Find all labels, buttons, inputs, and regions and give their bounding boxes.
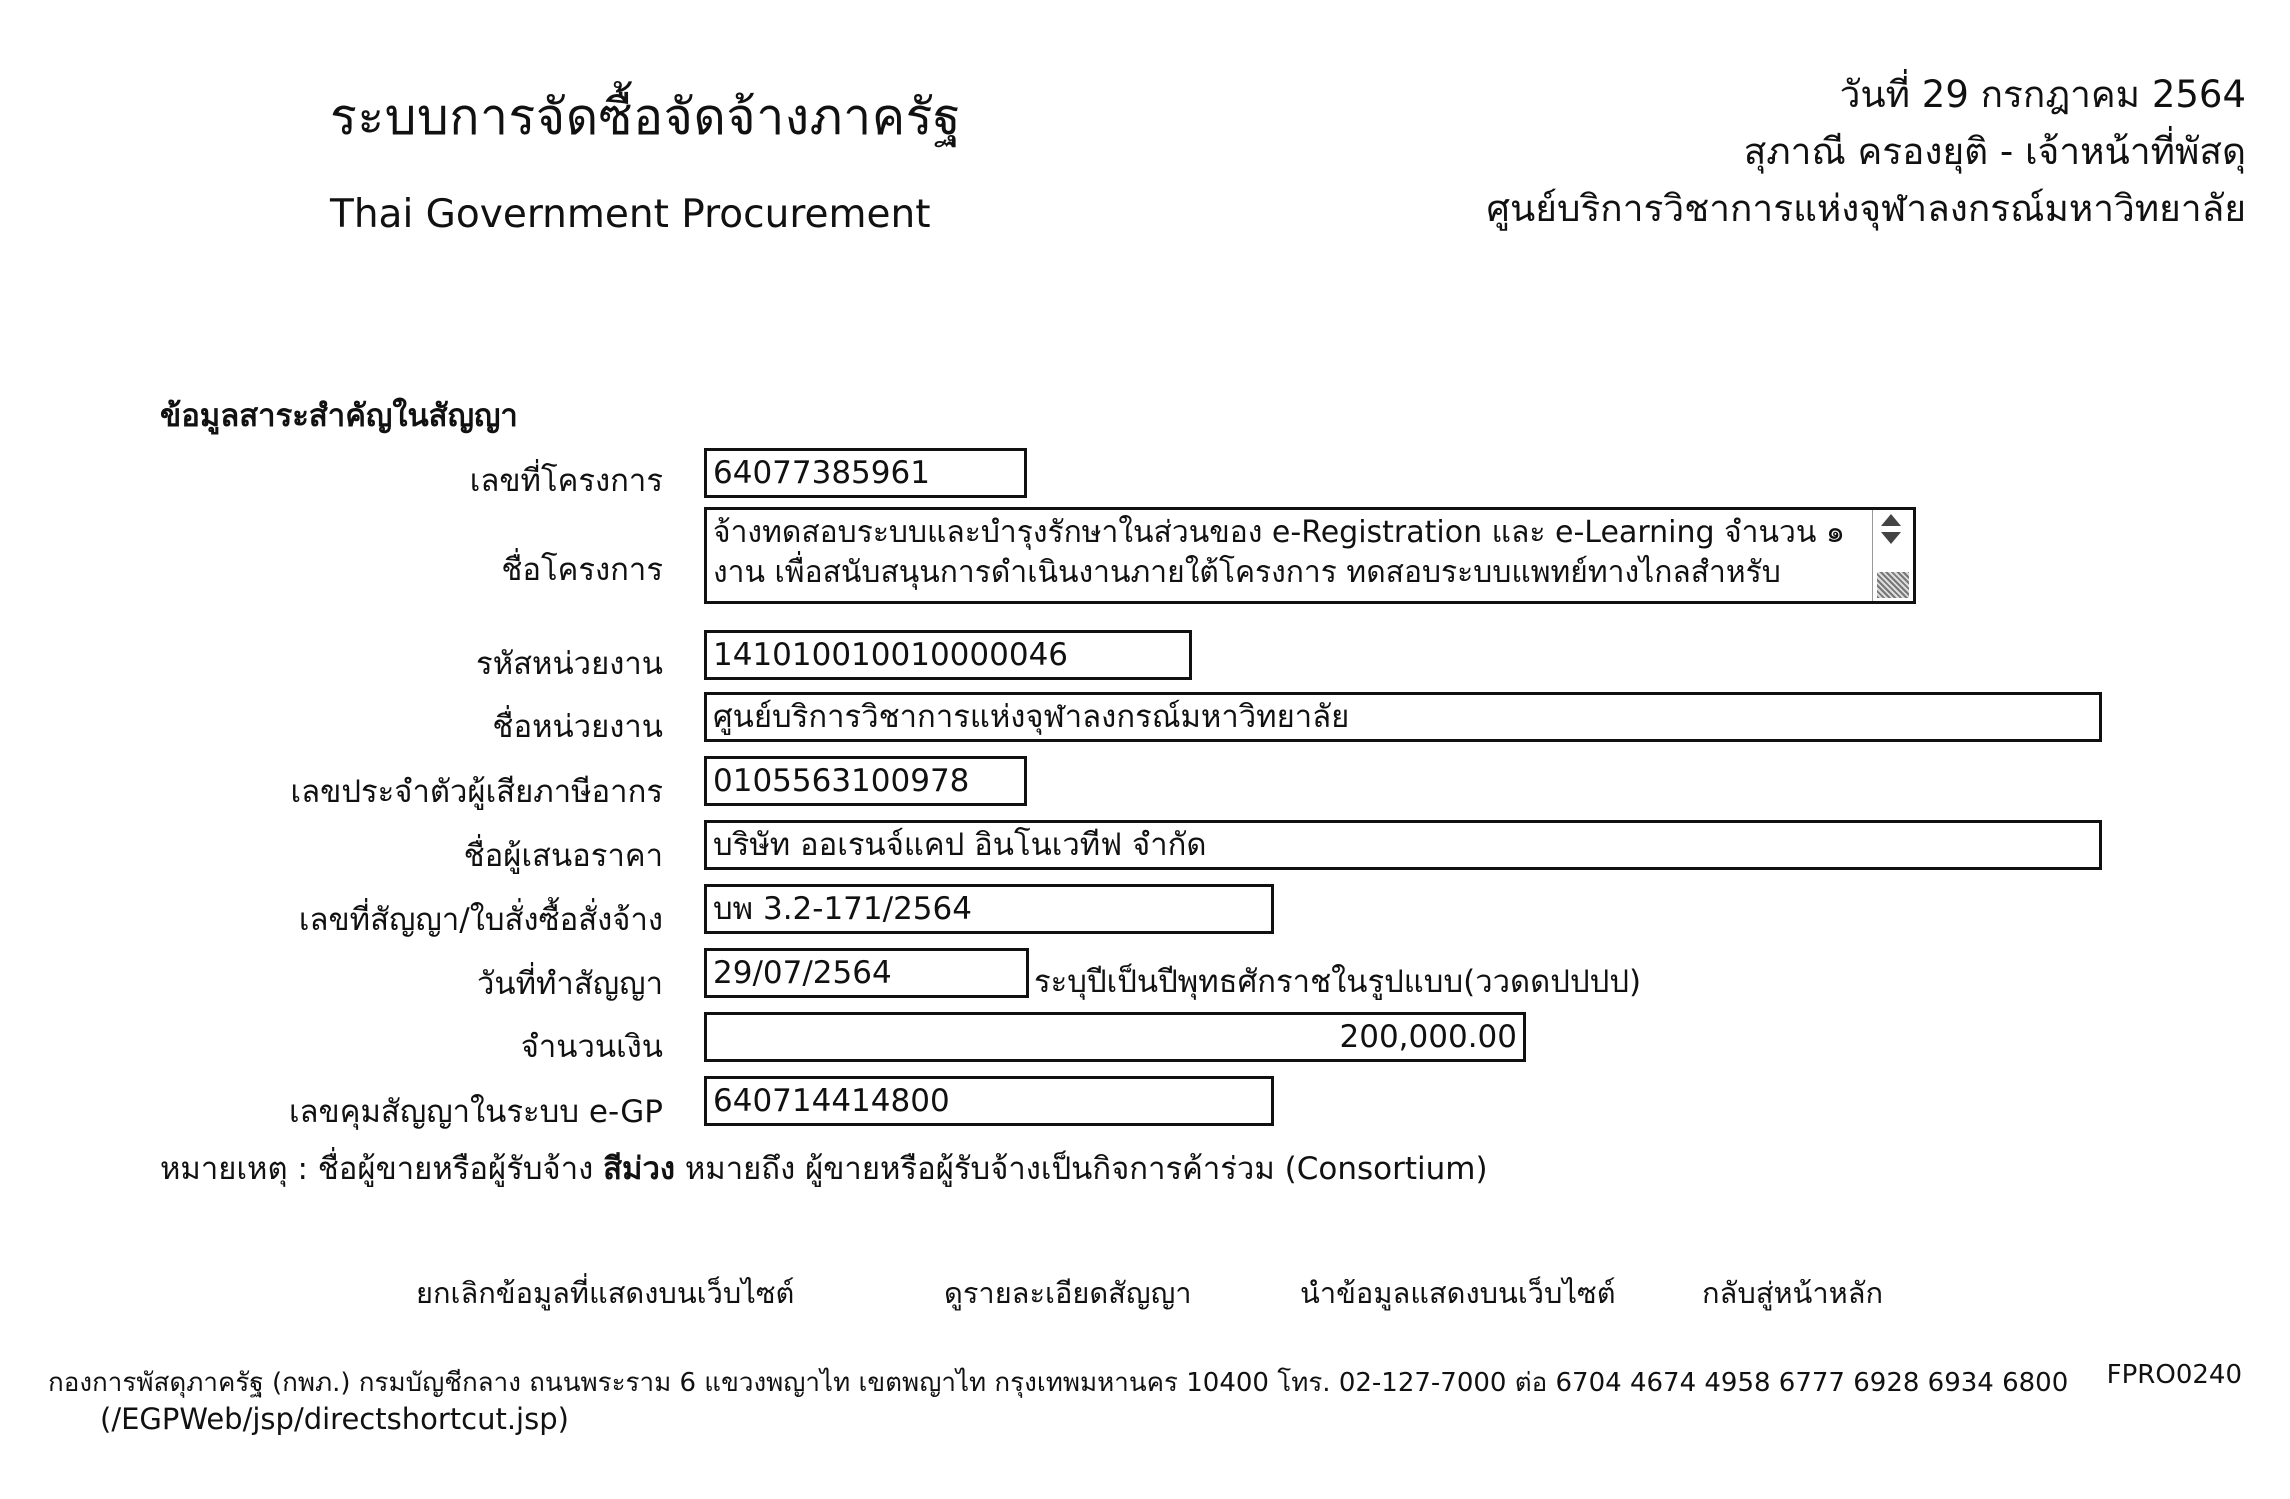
textarea-scrollbar[interactable] <box>1872 510 1913 601</box>
contract-date-field[interactable]: 29/07/2564 <box>704 948 1029 998</box>
consortium-note <box>160 1143 1488 1193</box>
agency-name-field[interactable]: ศูนย์บริการวิชาการแห่งจุฬาลงกรณ์มหาวิทยาลัย <box>704 692 2102 742</box>
footer-page-path: (/EGPWeb/jsp/directshortcut.jsp) <box>100 1402 569 1436</box>
footer-address: กองการพัสดุภาครัฐ (กพภ.) กรมบัญชีกลาง ถนนพระราม 6 แขวงพญาไท เขตพญาไท กรุงเทพมหานคร 10400 โทร. 02-127-7000 ต่อ 6704 4674 4958 6777 6928 6934 6800 <box>48 1368 2069 1398</box>
project-name-line-1: จ้างทดสอบระบบและบำรุงรักษาในส่วนของ e-Registration และ e-Learning จำนวน ๑ <box>713 515 1845 550</box>
contract-date-hint: ระบุปีเป็นปีพุทธศักราชในรูปแบบ(ววดดปปปป) <box>1034 964 1642 1000</box>
note-prefix: หมายเหตุ : ชื่อผู้ขายหรือผู้รับจ้าง <box>160 1151 604 1187</box>
back-to-home-link[interactable]: กลับสู่หน้าหลัก <box>1702 1276 1884 1310</box>
bidder-name-field[interactable]: บริษัท ออเรนจ์แคป อินโนเวทีฟ จำกัด <box>704 820 2102 870</box>
footer-page-code: FPRO0240 <box>2106 1360 2242 1390</box>
header-info <box>1486 66 2246 237</box>
current-date: วันที่ 29 กรกฎาคม 2564 <box>1839 73 2246 116</box>
scroll-down-arrow-icon[interactable] <box>1881 532 1901 544</box>
egp-control-no-field[interactable]: 640714414800 <box>704 1076 1274 1126</box>
system-title-english: Thai Government Procurement <box>330 192 931 237</box>
scroll-up-arrow-icon[interactable] <box>1881 514 1901 526</box>
scroll-resize-grip-icon[interactable] <box>1877 572 1909 598</box>
amount-label: จำนวนเงิน <box>520 1029 663 1065</box>
project-no-label: เลขที่โครงการ <box>469 463 663 499</box>
note-highlight: สีม่วง <box>603 1151 676 1187</box>
contract-no-label: เลขที่สัญญา/ใบสั่งซื้อสั่งจ้าง <box>298 902 663 938</box>
contract-no-field[interactable]: บพ 3.2-171/2564 <box>704 884 1274 934</box>
section-title: ข้อมูลสาระสำคัญในสัญญา <box>160 398 518 434</box>
project-name-textarea[interactable] <box>704 507 1916 604</box>
project-no-field[interactable]: 64077385961 <box>704 448 1027 498</box>
tax-id-label: เลขประจำตัวผู้เสียภาษีอากร <box>290 774 663 810</box>
system-title-thai: ระบบการจัดซื้อจัดจ้างภาครัฐ <box>330 88 962 146</box>
agency-code-field[interactable]: 141010010010000046 <box>704 630 1192 680</box>
note-suffix: หมายถึง ผู้ขายหรือผู้รับจ้างเป็นกิจการค้าร่วม (Consortium) <box>675 1151 1488 1187</box>
view-contract-details-link[interactable]: ดูรายละเอียดสัญญา <box>944 1276 1192 1310</box>
cancel-display-link[interactable]: ยกเลิกข้อมูลที่แสดงบนเว็บไซต์ <box>416 1276 795 1310</box>
bidder-name-label: ชื่อผู้เสนอราคา <box>463 838 663 874</box>
agency-name-label: ชื่อหน่วยงาน <box>492 709 663 745</box>
agency-code-label: รหัสหน่วยงาน <box>476 646 663 682</box>
tax-id-field[interactable]: 0105563100978 <box>704 756 1027 806</box>
user-organization: ศูนย์บริการวิชาการแห่งจุฬาลงกรณ์มหาวิทยาลัย <box>1486 187 2246 230</box>
egp-control-no-label: เลขคุมสัญญาในระบบ e-GP <box>288 1094 663 1130</box>
project-name-line-2: งาน เพื่อสนับสนุนการดำเนินงานภายใต้โครงการ ทดสอบระบบแพทย์ทางไกลสำหรับ <box>713 555 1781 590</box>
user-name-role: สุภาณี ครองยุติ - เจ้าหน้าที่พัสดุ <box>1743 130 2246 173</box>
publish-to-website-link[interactable]: นำข้อมูลแสดงบนเว็บไซต์ <box>1300 1276 1616 1310</box>
amount-field[interactable]: 200,000.00 <box>704 1012 1526 1062</box>
project-name-label: ชื่อโครงการ <box>501 552 663 588</box>
contract-date-label: วันที่ทำสัญญา <box>476 966 663 1002</box>
